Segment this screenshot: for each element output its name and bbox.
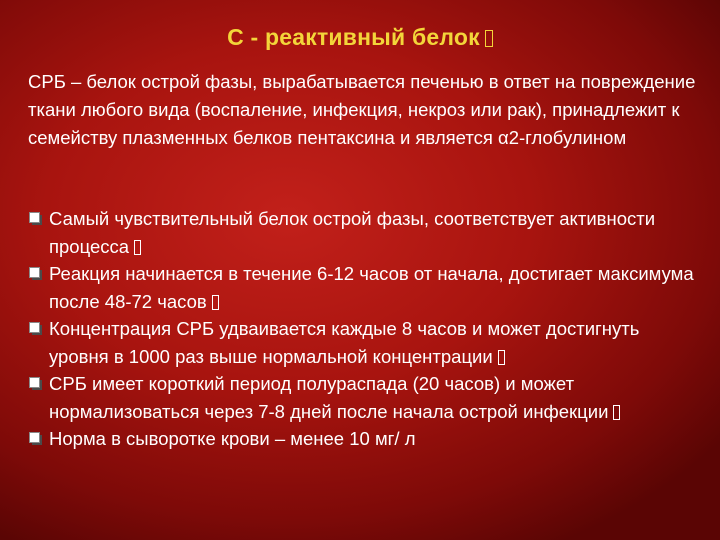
bullet-item bbox=[28, 205, 698, 260]
square-bullet-icon bbox=[29, 267, 42, 280]
intro-paragraph: СРБ – белок острой фазы, вырабатывается печенью в ответ на повреждение ткани любого вида (воспаление, инфекция, некроз или рак), принадлежит к семейству плазменных белков пентаксина и является α2-глобулином bbox=[28, 71, 696, 148]
bullet-text: Норма в сыворотке крови – менее 10 мг/ л bbox=[49, 428, 416, 449]
bullet-item bbox=[28, 315, 698, 370]
bullet-list bbox=[28, 205, 698, 453]
missing-glyph-icon bbox=[613, 405, 620, 420]
missing-glyph-icon bbox=[134, 240, 141, 255]
bullet-text: Реакция начинается в течение 6-12 часов от начала, достигает максимума после 48-72 часов bbox=[49, 263, 694, 312]
square-bullet-icon bbox=[29, 212, 42, 225]
square-bullet-icon bbox=[29, 432, 42, 445]
bullet-item bbox=[28, 425, 698, 453]
bullet-text: Самый чувствительный белок острой фазы, соответствует активности процесса bbox=[49, 208, 656, 257]
square-bullet-icon bbox=[29, 322, 42, 335]
slide-title-text: С - реактивный белок bbox=[227, 24, 480, 50]
square-bullet-icon bbox=[29, 377, 42, 390]
missing-glyph-icon bbox=[498, 350, 505, 365]
bullet-item bbox=[28, 370, 698, 425]
missing-glyph-icon bbox=[485, 30, 493, 47]
bullet-text: Концентрация СРБ удваивается каждые 8 часов и может достигнуть уровня в 1000 раз выше нормальной концентрации bbox=[49, 318, 640, 367]
missing-glyph-icon bbox=[212, 295, 219, 310]
slide-title bbox=[0, 24, 720, 51]
bullet-item bbox=[28, 260, 698, 315]
bullet-text: СРБ имеет короткий период полураспада (20 часов) и может нормализоваться через 7-8 дней после начала острой инфекции bbox=[49, 373, 609, 422]
